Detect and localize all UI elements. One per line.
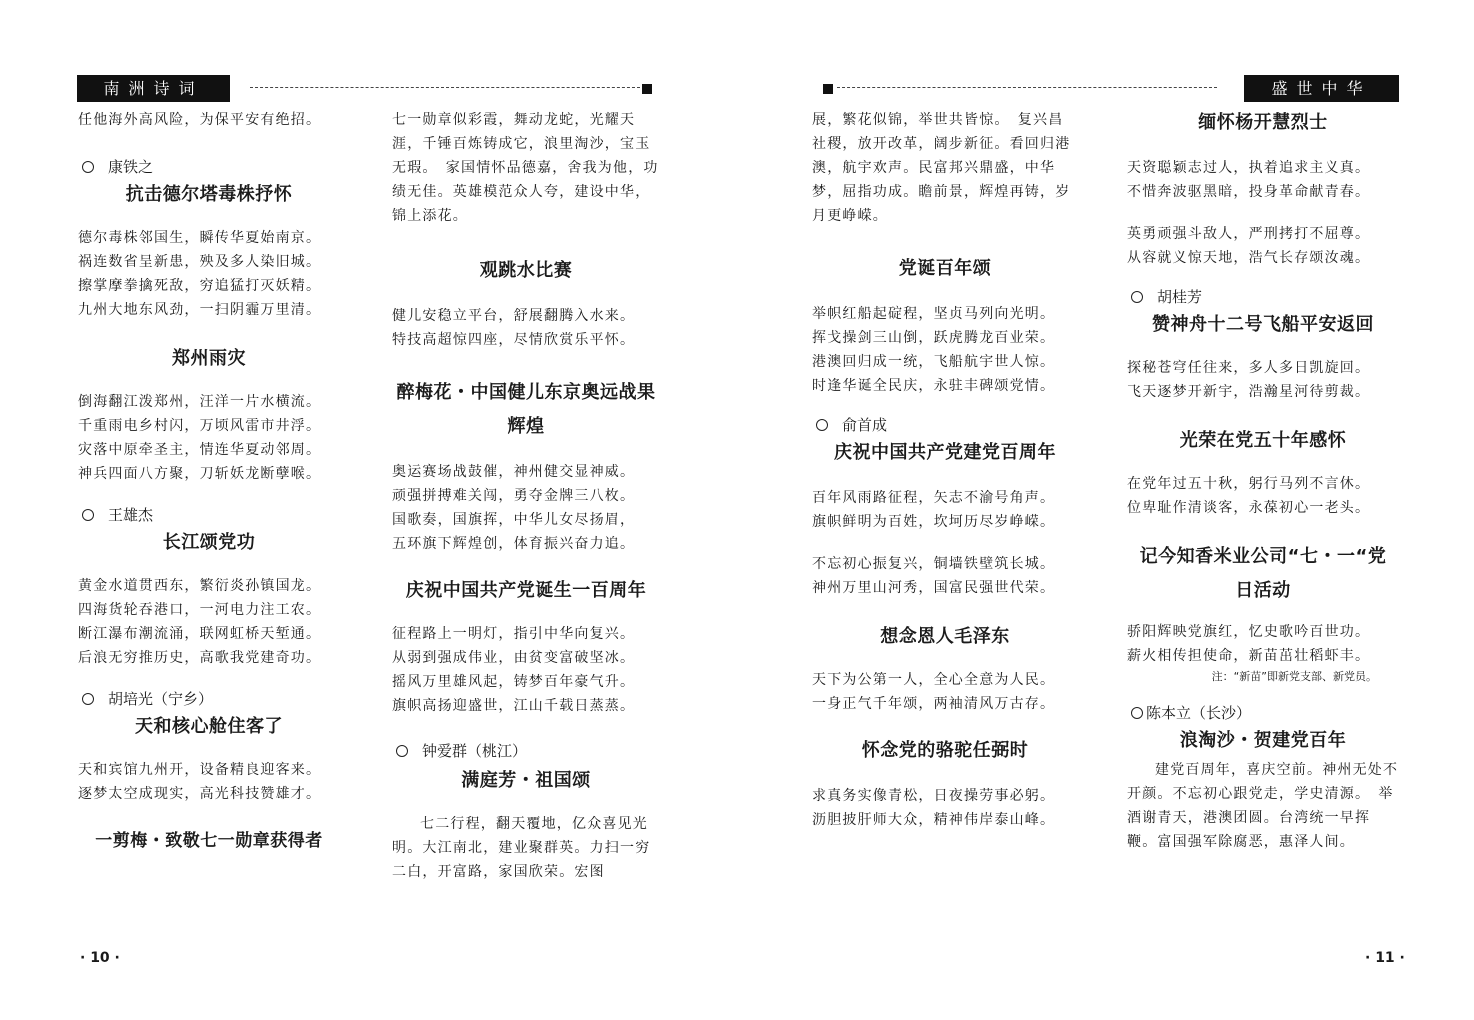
poem-body: 建党百周年，喜庆空前。神州无处不开颜。不忘初心跟党走，学史清源。 举酒谢青天，港澳团圆。台湾统一早挥鞭。富国强军除腐恶，惠泽人间。 xyxy=(1127,762,1399,850)
circle-bullet-icon xyxy=(396,745,408,757)
right-page xyxy=(737,0,1474,1020)
poem-title: 郑州雨灾 xyxy=(172,348,246,369)
poem-title: 庆祝中国共产党建党百周年 xyxy=(834,442,1056,463)
poem-title: 赞神舟十二号飞船平安返回 xyxy=(1152,314,1374,335)
continuation-text: 七一勋章似彩霞，舞动龙蛇，光耀天涯，千锤百炼铸成它，浪里淘沙，宝玉无瑕。 家国情怀品德嘉，舍我为他，功绩无佳。英雄模范众人夸，建设中华，锦上添花。 xyxy=(392,112,659,224)
poem-body: 奥运赛场战鼓催，神州健交显神威。 顽强拼搏难关闯，勇夺金牌三八枚。 国歌奏，国旗挥，中华儿女尽扬眉， 五环旗下辉煌创，体育振兴奋力追。 xyxy=(392,464,636,552)
poem-title: 怀念党的骆驼任弼时 xyxy=(861,740,1029,761)
header-rule-end-block xyxy=(642,84,652,94)
author: 俞首成 xyxy=(812,414,1078,436)
poem-title: 庆祝中国共产党诞生一百周年 xyxy=(405,580,647,601)
continuation-text: 展，繁花似锦，举世共皆惊。 复兴昌社稷，放开改革，阔步新征。看回归港澳，航宇欢声。民富邦兴鼎盛，中华梦，屈指功成。瞻前景，辉煌再铸，岁月更峥嵘。 xyxy=(812,112,1071,224)
header-rule xyxy=(250,87,640,88)
author: 钟爱群（桃江） xyxy=(392,740,660,762)
poem-body: 七二行程，翻天覆地，亿众喜见光明。大江南北，建业聚群英。力扫一穷二白，开富路，家国欣荣。宏图 xyxy=(392,816,651,880)
poem-body: 天下为公第一人，全心全意为人民。 一身正气千年颂，两袖清风万古存。 xyxy=(812,672,1056,712)
column-3 xyxy=(812,108,1078,832)
section-header: 盛世中华 xyxy=(1244,75,1399,102)
footnote: 注：“新苗”即新党支部、新党员。 xyxy=(1211,670,1377,683)
poem-body: 黄金水道贯西东，繁衍炎孙镇国龙。 四海货轮吞港口，一河电力注工农。 断江瀑布潮流涌，联网虹桥天堑通。 后浪无穷推历史，高歌我党建奇功。 xyxy=(78,578,322,666)
poem-title: 一剪梅・致敬七一勋章获得者 xyxy=(95,831,323,851)
author: 王雄杰 xyxy=(78,504,340,526)
poem-title: 光荣在党五十年感怀 xyxy=(1179,430,1347,451)
circle-bullet-icon xyxy=(82,509,94,521)
poem-body: 英勇顽强斗敌人，严刑拷打不屈尊。 从容就义惊天地，浩气长存颂汝魂。 xyxy=(1127,226,1371,266)
header-rule-start-block xyxy=(823,84,833,94)
header-rule xyxy=(837,87,1217,88)
poem-title: 天和核心舱住客了 xyxy=(135,716,283,737)
poem-body: 天和宾馆九州开，设备精良迎客来。 逐梦太空成现实，高光科技赞雄才。 xyxy=(78,762,322,802)
poem-title: 记今知香米业公司“七・一“党日活动 xyxy=(1139,546,1387,601)
poem-body: 健儿安稳立平台，舒展翻腾入水来。 特技高超惊四座，尽情欣赏乐平怀。 xyxy=(392,308,636,348)
poem-title: 满庭芳・祖国颂 xyxy=(461,770,591,791)
poem-body: 探秘苍穹任往来，多人多日凯旋回。 飞天逐梦开新宇，浩瀚星河待剪裁。 xyxy=(1127,360,1371,400)
column-4 xyxy=(1127,108,1399,854)
poem-title: 抗击德尔塔毒株抒怀 xyxy=(125,184,293,205)
circle-bullet-icon xyxy=(1131,291,1143,303)
circle-bullet-icon xyxy=(82,693,94,705)
author: 胡桂芳 xyxy=(1127,286,1399,308)
poem-body: 倒海翻江泼郑州，汪洋一片水横流。 千重雨电乡村闪，万顷风雷市井浮。 灾落中原牵圣主，情连华夏动邻周。 神兵四面八方聚，刀斩妖龙断孽喉。 xyxy=(78,394,322,482)
page-number: · 11 · xyxy=(1365,950,1405,966)
poem-title: 想念恩人毛泽东 xyxy=(880,626,1010,647)
poem-body: 骄阳辉映党旗红，忆史歌吟百世功。 薪火相传担使命，新苗茁壮稻虾丰。 xyxy=(1127,624,1371,664)
poem-title: 醉梅花・中国健儿东京奥远战果辉煌 xyxy=(396,382,656,437)
continuation-text: 任他海外高风险，为保平安有绝招。 xyxy=(78,112,322,128)
poem-body: 举帜红船起碇程，坚贞马列向光明。 挥戈操剑三山倒，跃虎腾龙百业荣。 港澳回归成一统，飞船航宇世人惊。 时逢华诞全民庆，永驻丰碑颂党情。 xyxy=(812,306,1056,394)
poem-title: 党诞百年颂 xyxy=(898,258,992,279)
poem-body: 求真务实像青松，日夜操劳事必躬。 沥胆披肝师大众，精神伟岸泰山峰。 xyxy=(812,788,1056,828)
poem-body: 不忘初心振复兴，铜墙铁壁筑长城。 神州万里山河秀，国富民强世代荣。 xyxy=(812,556,1056,596)
author: 陈本立（长沙） xyxy=(1127,702,1399,724)
column-1 xyxy=(78,108,340,856)
poem-body: 征程路上一明灯，指引中华向复兴。 从弱到强成伟业，由贫变富破坚冰。 摇风万里雄风起，铸梦百年豪气升。 旗帜高扬迎盛世，江山千载日蒸蒸。 xyxy=(392,626,636,714)
poem-body: 百年风雨路征程，矢志不渝号角声。 旗帜鲜明为百姓，坎坷历尽岁峥嵘。 xyxy=(812,490,1056,530)
poem-title: 浪淘沙・贺建党百年 xyxy=(1179,730,1347,751)
column-2 xyxy=(392,108,660,884)
poem-body: 在党年过五十秋，躬行马列不言休。 位卑耻作清谈客，永葆初心一老头。 xyxy=(1127,476,1371,516)
author: 康铁之 xyxy=(78,156,340,178)
author: 胡培光（宁乡） xyxy=(78,688,340,710)
circle-bullet-icon xyxy=(82,161,94,173)
circle-bullet-icon xyxy=(1131,707,1143,719)
poem-body: 天资聪颖志过人，执着追求主义真。 不惜奔波驱黑暗，投身革命献青春。 xyxy=(1127,160,1371,200)
poem-title: 缅怀杨开慧烈士 xyxy=(1198,112,1328,133)
poem-title: 观跳水比赛 xyxy=(479,260,573,281)
section-header: 南洲诗词 xyxy=(77,75,230,102)
page-number: · 10 · xyxy=(80,950,120,966)
circle-bullet-icon xyxy=(816,419,828,431)
poem-body: 德尔毒株邻国生，瞬传华夏始南京。 祸连数省呈新患，殃及多人染旧城。 擦掌摩拳擒死敌，穷追猛打灭妖精。 九州大地东风劲，一扫阴霾万里清。 xyxy=(78,230,322,318)
poem-title: 长江颂党功 xyxy=(162,532,256,553)
